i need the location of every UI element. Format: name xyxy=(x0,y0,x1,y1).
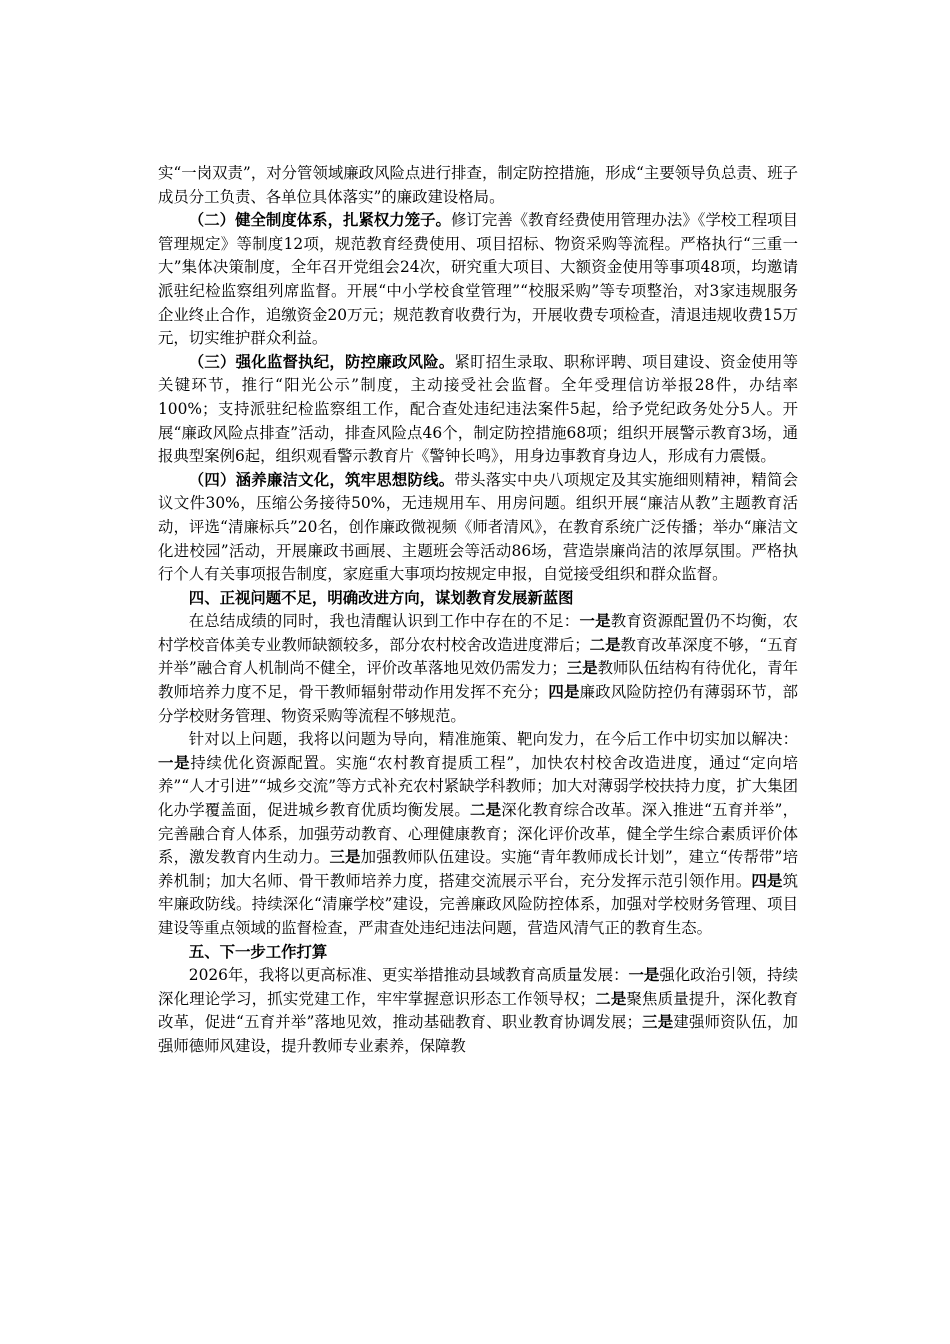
text-run: 修订完善《教育经费使用管理办法》《学校工程项目管理规定》等制度12项，规范教育经费使用、项目招标、物资采购等流程。严格执行“三重一大”集体决策制度，全年召开党组会24次，研究重大项目、大额资金使用等事项48项，均邀请派驻纪检监察组列席监督。开展“中小学校食堂管理”“校服采购”等专项整治，对3家违规服务企业终止合作，追缴资金20万元；规范教育收费行为，开展收费专项检查，清退违规收费15万元，切实维护群众利益。 xyxy=(158,211,798,348)
text-run: 在总结成绩的同时，我也清醒认识到工作中存在的不足： xyxy=(188,612,580,631)
text-run: 2026年，我将以更高标准、更实举措推动县域教育高质量发展： xyxy=(188,966,629,985)
text-run: 廉政风险防控仍有薄弱环节，部分学校财务管理、物资采购等流程不够规范。 xyxy=(158,683,798,725)
text-run: 实“一岗双责”，对分管领域廉政风险点进行排查，制定防控措施，形成“主要领导负总责、班子成员分工负责、各单位具体落实”的廉政建设格局。 xyxy=(158,164,798,206)
text-run: 持续优化资源配置。实施“农村教育提质工程”，加快农村校舍改造进度，通过“定向培养”“人才引进”“城乡交流”等方式补充农村紧缺学科教师；加大对薄弱学校扶持力度，扩大集团化办学覆盖面，促进城乡教育优质均衡发展。 xyxy=(158,753,798,820)
text-run: 紧盯招生录取、职称评聘、项目建设、资金使用等关键环节，推行“阳光公示”制度，主动接受社会监督。全年受理信访举报28件，办结率100%；支持派驻纪检监察组工作，配合查处违纪违法案件5起，给予党纪政务处分5人。开展“廉政风险点排查”活动，排查风险点46个，制定防控措施68项；组织开展警示教育3场，通报典型案例6起，组织观看警示教育片《警钟长鸣》，用身边事教育身边人，形成有力震慑。 xyxy=(158,352,798,466)
paragraph xyxy=(158,728,798,940)
text-run: 深化教育综合改革。深入推进“五育并举”，完善融合育人体系，加强劳动教育、心理健康教育；深化评价改革，健全学生综合素质评价体系，激发教育内生动力。 xyxy=(158,801,798,867)
text-run: 建强师资队伍，加强师德师风建设，提升教师专业素养，保障教 xyxy=(158,1013,798,1055)
document-body xyxy=(158,162,798,1059)
paragraph xyxy=(158,964,798,1058)
bold-text-run: 一是 xyxy=(628,966,660,985)
paragraph xyxy=(158,610,798,728)
bold-text-run: 三是 xyxy=(329,848,361,867)
bold-text-run: （二）健全制度体系，扎紧权力笼子。 xyxy=(188,211,451,230)
bold-text-run: 一是 xyxy=(158,753,191,772)
text-run: 加强教师队伍建设。实施“青年教师成长计划”，建立“传帮带”培养机制；加大名师、骨干教师培养力度，搭建交流展示平台，充分发挥示范引领作用。 xyxy=(158,848,798,890)
paragraph xyxy=(158,469,798,587)
bold-text-run: （三）强化监督执纪，防控廉政风险。 xyxy=(188,352,455,371)
text-run: 针对以上问题，我将以问题为导向，精准施策、靶向发力，在今后工作中切实加以解决： xyxy=(188,730,798,749)
paragraph xyxy=(158,209,798,351)
bold-text-run: 四是 xyxy=(751,871,783,890)
text-run: 带头落实中央八项规定及其实施细则精神，精简会议文件30%，压缩公务接待50%，无违规用车、用房问题。组织开展“廉洁从教”主题教育活动，评选“清廉标兵”20名，创作廉政微视频《师者清风》，在教育系统广泛传播；举办“廉洁文化进校园”活动，开展廉政书画展、主题班会等活动86场，营造崇廉尚洁的浓厚氛围。严格执行个人有关事项报告制度，家庭重大事项均按规定申报，自觉接受组织和群众监督。 xyxy=(158,470,798,584)
paragraph xyxy=(158,941,798,965)
bold-text-run: 三是 xyxy=(566,659,598,678)
bold-text-run: 三是 xyxy=(641,1013,674,1032)
text-run: 教师队伍结构有待优化，青年教师培养力度不足，骨干教师辐射带动作用发挥不充分； xyxy=(158,659,798,702)
bold-text-run: 五、下一步工作打算 xyxy=(188,942,328,961)
bold-text-run: 二是 xyxy=(589,635,621,654)
text-run: 教育资源配置仍不均衡，农村学校音体美专业教师缺额较多，部分农村校舍改造进度滞后； xyxy=(158,612,798,654)
text-run: 强化政治引领，持续深化理论学习，抓实党建工作，牢牢掌握意识形态工作领导权； xyxy=(158,966,798,1008)
bold-text-run: 四是 xyxy=(548,683,580,702)
text-run: 教育改革深度不够，“五育并举”融合育人机制尚不健全，评价改革落地见效仍需发力； xyxy=(158,635,798,678)
bold-text-run: 二是 xyxy=(470,801,502,820)
bold-text-run: 一是 xyxy=(579,612,611,631)
text-run: 聚焦质量提升，深化教育改革，促进“五育并举”落地见效，推动基础教育、职业教育协调发展； xyxy=(158,989,798,1032)
bold-text-run: 二是 xyxy=(594,989,627,1008)
text-run: 筑牢廉政防线。持续深化“清廉学校”建设，完善廉政风险防控体系，加强对学校财务管理、项目建设等重点领域的监督检查，严肃查处违纪违法问题，营造风清气正的教育生态。 xyxy=(158,871,798,937)
bold-text-run: 四、正视问题不足，明确改进方向，谋划教育发展新蓝图 xyxy=(188,588,574,607)
paragraph xyxy=(158,351,798,469)
paragraph xyxy=(158,587,798,611)
paragraph xyxy=(158,162,798,209)
bold-text-run: （四）涵养廉洁文化，筑牢思想防线。 xyxy=(188,470,455,489)
